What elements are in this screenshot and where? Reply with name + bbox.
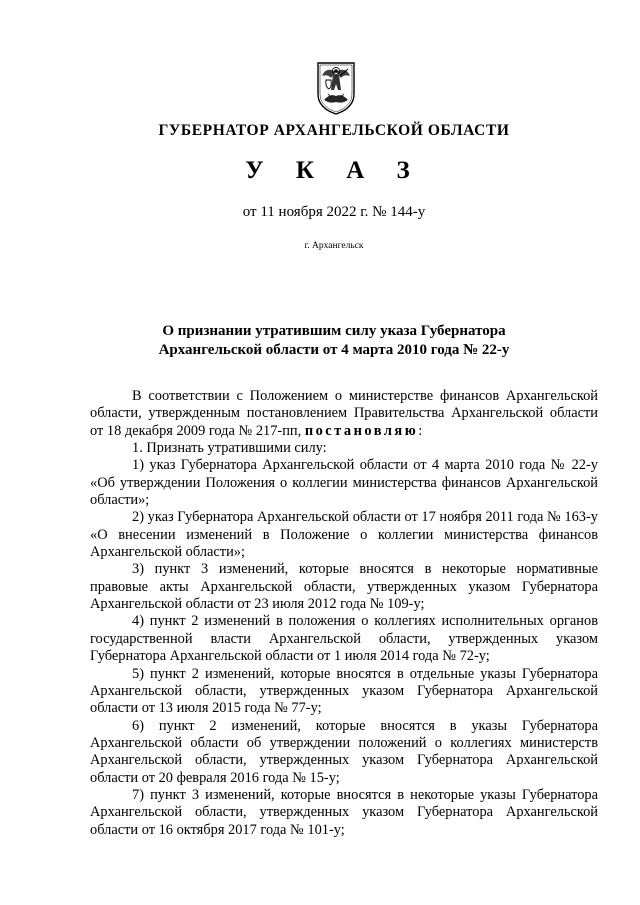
- document-type-heading: У К А З: [245, 157, 423, 184]
- intro-text: В соответствии с Положением о министерстве финансов Архангельской области, утвержденным постановлением Правительства Архангельской области от 18 декабря 2009 года № 217-пп,: [90, 388, 598, 439]
- list-item: 5) пункт 2 изменений, которые вносятся в отдельные указы Губернатора Архангельской области, утвержденных указом Губернатора Архангельской области от 13 июля 2015 года № 77-у;: [90, 665, 598, 717]
- document-title: [14, 322, 640, 360]
- list-item: 4) пункт 2 изменений в положения о коллегиях исполнительных органов государственной власти Архангельской области, утвержденных указом Губернатора Архангельской области от 1 июля 2014 года № 72-у;: [90, 613, 598, 665]
- list-item: 3) пункт 3 изменений, которые вносятся в некоторые нормативные правовые акты Архангельской области, утвержденных указом Губернатора Архангельской области от 23 июля 2012 года № 109-у;: [90, 561, 598, 613]
- document-city: г. Архангельск: [304, 241, 364, 251]
- list-item: 6) пункт 2 изменений, которые вносятся в указы Губернатора Архангельской области об утверждении положений о коллегиях министерств Архангельской области, утвержденных указом Губернатора Архангельской области от 20 февраля 2016 года № 15-у;: [90, 717, 598, 786]
- list-item: 1) указ Губернатора Архангельской области от 4 марта 2010 года № 22-у «Об утверждении Положения о коллегии министерства финансов Архангельской области»;: [90, 457, 598, 509]
- document-title-line-2: Архангельской области от 4 марта 2010 года № 22-у: [158, 342, 510, 358]
- document-body: [90, 388, 598, 839]
- list-item: 7) пункт 3 изменений, которые вносятся в некоторые указы Губернатора Архангельской области, утвержденных указом Губернатора Архангельской области от 16 октября 2017 года № 101-у;: [90, 786, 598, 838]
- document-title-line-1: О признании утратившим силу указа Губернатора: [162, 323, 506, 339]
- coat-of-arms-emblem-icon: [314, 60, 358, 116]
- list-item: 1. Признать утратившими силу:: [132, 440, 327, 457]
- issuing-authority: ГУБЕРНАТОР АРХАНГЕЛЬСКОЙ ОБЛАСТИ: [158, 122, 510, 139]
- list-item: 2) указ Губернатора Архангельской области от 17 ноября 2011 года № 163-у «О внесении изменений в Положение о коллегии министерства финансов Архангельской области»;: [90, 509, 598, 561]
- resolution-keyword: постановляю: [304, 422, 419, 439]
- intro-end: :: [418, 422, 423, 439]
- intro-paragraph: [90, 388, 598, 440]
- document-date-number: от 11 ноября 2022 г. № 144-у: [242, 204, 426, 220]
